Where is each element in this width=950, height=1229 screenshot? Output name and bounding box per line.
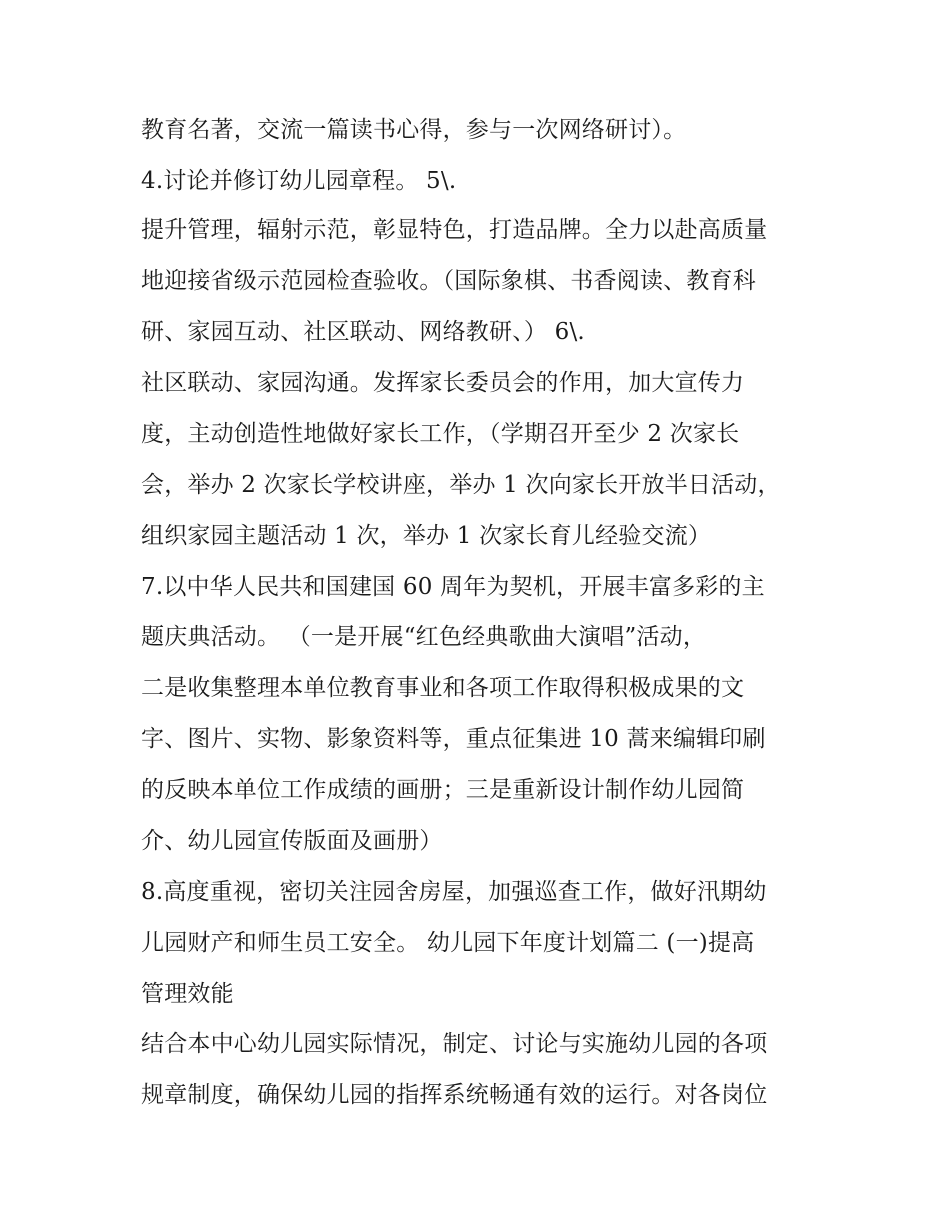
text-line: 会，举办 2 次家长学校讲座，举办 1 次向家长开放半日活动， [141,472,781,498]
text-line: 组织家园主题活动 1 次，举办 1 次家长育儿经验交流） [141,523,712,549]
text-line: 的反映本单位工作成绩的画册；三是重新设计制作幼儿园简 [141,777,745,803]
text-line: 结合本中心幼儿园实际情况，制定、讨论与实施幼儿园的各项 [141,1031,768,1057]
text-line: 7.以中华人民共和国建国 60 周年为契机，开展丰富多彩的主 [141,574,765,600]
text-line: 教育名著，交流一篇读书心得，参与一次网络研讨）。 [141,117,687,143]
text-line: 规章制度，确保幼儿园的指挥系统畅通有效的运行。对各岗位 [141,1082,768,1108]
text-line: 提升管理，辐射示范，彰显特色，打造品牌。全力以赴高质量 [141,217,768,243]
text-line: 度，主动创造性地做好家长工作，（学期召开至少 2 次家长 [141,421,740,447]
text-line: 介、幼儿园宣传版面及画册） [141,828,443,854]
text-line: 字、图片、实物、影象资料等，重点征集进 10 蒿来编辑印刷 [141,726,766,752]
text-line: 儿园财产和师生员工安全。 幼儿园下年度计划篇二 (一)提高 [141,930,755,956]
text-line: 研、家园互动、社区联动、网络教研、） 6\. [141,319,585,345]
text-line: 8.高度重视，密切关注园舍房屋，加强巡查工作，做好汛期幼 [141,879,767,905]
text-line: 二是收集整理本单位教育事业和各项工作取得积极成果的文 [141,675,745,701]
text-line: 管理效能 [141,981,234,1007]
text-line: 题庆典活动。 （一是开展“红色经典歌曲大演唱”活动， [141,624,707,650]
text-line: 社区联动、家园沟通。发挥家长委员会的作用，加大宣传力 [141,370,745,396]
text-line: 地迎接省级示范园检查验收。（国际象棋、书香阅读、教育科 [141,268,756,294]
text-line: 4.讨论并修订幼儿园章程。 5\. [141,168,457,194]
